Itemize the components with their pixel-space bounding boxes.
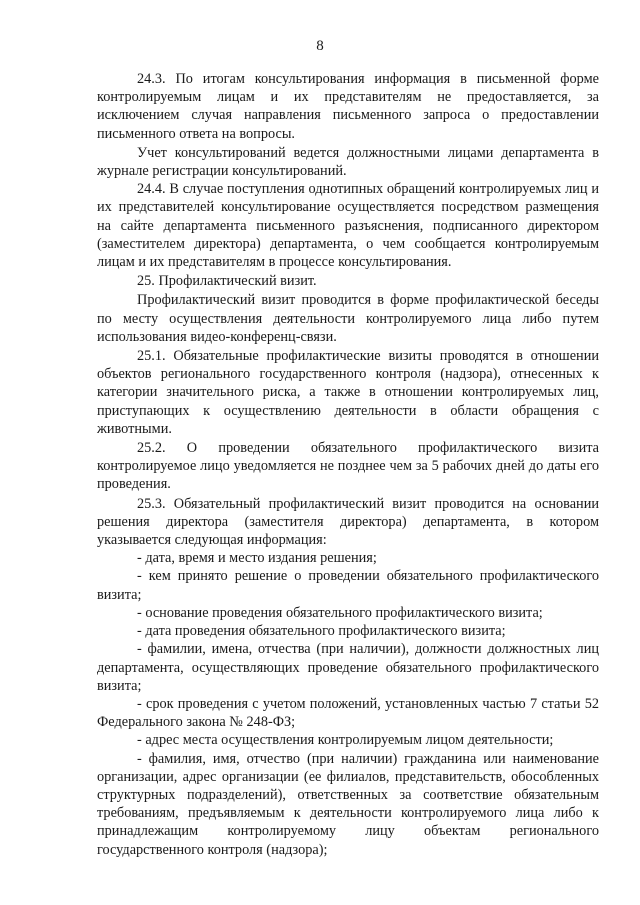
document-body	[97, 70, 599, 859]
list-item: - фамилия, имя, отчество (при наличии) гражданина или наименование организации, адрес организации (ее филиалов, представительств, обособленных структурных подразделений), ответственных за соответствие обязательным требованиям, предъявляемым к деятельности контролируемого лица либо к принадлежащим контролируемому лицу объектам регионального государственного контроля (надзора);	[97, 750, 599, 858]
paragraph-25-3: 25.3. Обязательный профилактический визит проводится на основании решения директора (заместителя директора) департамента, в котором указывается следующая информация:	[97, 495, 599, 549]
list-item: - дата, время и место издания решения;	[137, 550, 377, 567]
section-heading-25: 25. Профилактический визит.	[137, 273, 317, 290]
list-item: - срок проведения с учетом положений, установленных частью 7 статьи 52 Федерального закона № 248-ФЗ;	[97, 695, 599, 731]
paragraph-consultation-record: Учет консультирований ведется должностными лицами департамента в журнале регистрации консультирований.	[97, 144, 599, 180]
paragraph-visit-form: Профилактический визит проводится в форме профилактической беседы по месту осуществления деятельности контролируемого лица либо путем использования видео-конференц-связи.	[97, 292, 599, 345]
paragraph-25-1: 25.1. Обязательные профилактические визиты проводятся в отношении объектов регионального государственного контроля (надзора), отнесенных к категории значительного риска, а также в отношении контролируемых лиц, приступающих к осуществлению деятельности в области обращения с животными.	[97, 348, 599, 437]
list-item: - фамилии, имена, отчества (при наличии), должности должностных лиц департамента, осуществляющих проведение обязательного профилактического визита;	[97, 641, 599, 694]
list-item: - основание проведения обязательного профилактического визита;	[137, 604, 543, 621]
list-item: - кем принято решение о проведении обязательного профилактического визита;	[97, 568, 599, 603]
paragraph-24-4: 24.4. В случае поступления однотипных обращений контролируемых лиц и их представителей консультирование осуществляется посредством размещения на сайте департамента письменного разъяснения, подписанного директором (заместителем директора) департамента, о чем сообщается контролируемым лицам и их представителям в процессе консультирования.	[97, 181, 599, 271]
list-item: - дата проведения обязательного профилактического визита;	[137, 623, 506, 640]
list-item: - адрес места осуществления контролируемым лицом деятельности;	[137, 732, 554, 749]
page-number: 8	[316, 38, 324, 54]
paragraph-24-3: 24.3. По итогам консультирования информация в письменной форме контролируемым лицам и их представителям не предоставляется, за исключением случая направления письменного запроса о предоставлении письменного ответа на вопросы.	[97, 71, 599, 142]
paragraph-25-2: 25.2. О проведении обязательного профилактического визита контролируемое лицо уведомляется не позднее чем за 5 рабочих дней до даты его проведения.	[97, 440, 599, 493]
